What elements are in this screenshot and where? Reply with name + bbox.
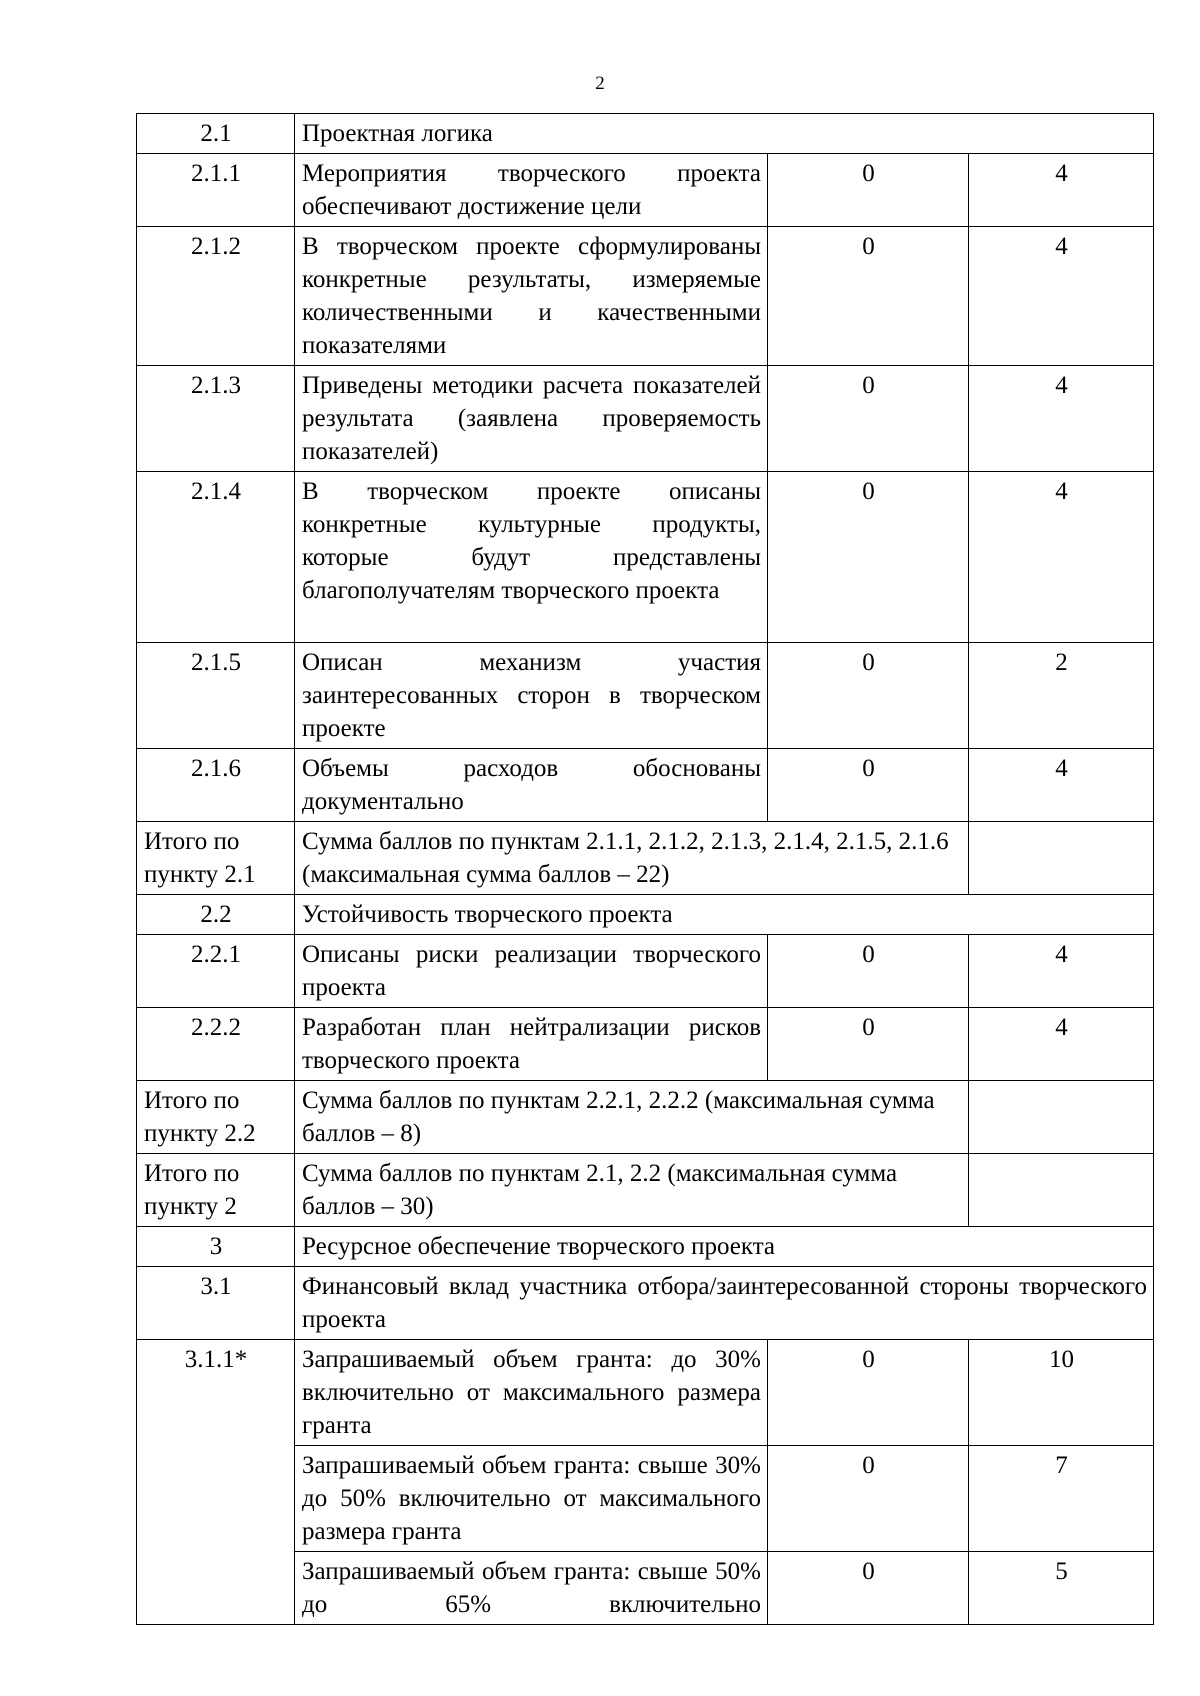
subtotal-text: Сумма баллов по пунктам 2.1.1, 2.1.2, 2.1.3, 2.1.4, 2.1.5, 2.1.6 (максимальная сумма баллов – 22) <box>295 822 969 895</box>
item-number: 2.2.1 <box>137 935 295 1008</box>
criterion-text: Запрашиваемый объем гранта: свыше 50% до 65% включительно <box>295 1552 768 1625</box>
min-score: 0 <box>768 1008 969 1081</box>
subtotal-row <box>137 1154 1154 1227</box>
min-score: 0 <box>768 366 969 472</box>
min-score: 0 <box>768 472 969 643</box>
item-number: 2.1.6 <box>137 749 295 822</box>
min-score: 0 <box>768 1446 969 1552</box>
section-row <box>137 1227 1154 1267</box>
subtotal-text: Сумма баллов по пунктам 2.2.1, 2.2.2 (максимальная сумма баллов – 8) <box>295 1081 969 1154</box>
item-number: 2.1.4 <box>137 472 295 643</box>
criterion-text: Описаны риски реализации творческого проекта <box>295 935 768 1008</box>
max-score: 5 <box>969 1552 1154 1625</box>
criterion-row <box>137 154 1154 227</box>
criterion-row <box>137 366 1154 472</box>
min-score: 0 <box>768 1552 969 1625</box>
section-row <box>137 895 1154 935</box>
subtotal-row <box>137 822 1154 895</box>
section-title: Проектная логика <box>295 114 1154 154</box>
criterion-text: Объемы расходов обоснованы документально <box>295 749 768 822</box>
criterion-row <box>137 227 1154 366</box>
criterion-text: В творческом проекте сформулированы конкретные результаты, измеряемые количественными и качественными показателями <box>295 227 768 366</box>
min-score: 0 <box>768 749 969 822</box>
min-score: 0 <box>768 154 969 227</box>
max-score: 4 <box>969 749 1154 822</box>
min-score: 0 <box>768 1340 969 1446</box>
item-number: 3.1.1* <box>137 1340 295 1625</box>
subtotal-label: Итого по пункту 2 <box>137 1154 295 1227</box>
criterion-row <box>137 472 1154 643</box>
criteria-table <box>136 113 1154 1625</box>
criterion-text: Приведены методики расчета показателей результата (заявлена проверяемость показателей) <box>295 366 768 472</box>
max-score: 4 <box>969 935 1154 1008</box>
criterion-row <box>137 643 1154 749</box>
max-score: 2 <box>969 643 1154 749</box>
max-score: 4 <box>969 154 1154 227</box>
section-row <box>137 114 1154 154</box>
page-number: 2 <box>595 73 605 94</box>
criterion-row <box>137 749 1154 822</box>
min-score: 0 <box>768 227 969 366</box>
empty-cell <box>969 822 1154 895</box>
item-number: 2.2 <box>137 895 295 935</box>
max-score: 10 <box>969 1340 1154 1446</box>
subtotal-label: Итого по пункту 2.2 <box>137 1081 295 1154</box>
criterion-text: В творческом проекте описаны конкретные культурные продукты, которые будут представлены благополучателям творческого проекта <box>295 472 768 643</box>
criterion-text: Разработан план нейтрализации рисков творческого проекта <box>295 1008 768 1081</box>
max-score: 4 <box>969 227 1154 366</box>
item-number: 2.1.3 <box>137 366 295 472</box>
max-score: 7 <box>969 1446 1154 1552</box>
item-number: 2.1.1 <box>137 154 295 227</box>
criterion-text: Описан механизм участия заинтересованных сторон в творческом проекте <box>295 643 768 749</box>
criterion-row <box>137 1008 1154 1081</box>
max-score: 4 <box>969 472 1154 643</box>
subtotal-label: Итого по пункту 2.1 <box>137 822 295 895</box>
section-title: Финансовый вклад участника отбора/заинтересованной стороны творческого проекта <box>295 1267 1154 1340</box>
item-number: 2.1 <box>137 114 295 154</box>
empty-cell <box>969 1081 1154 1154</box>
criterion-row <box>137 1340 1154 1446</box>
item-number: 2.1.2 <box>137 227 295 366</box>
item-number: 2.2.2 <box>137 1008 295 1081</box>
max-score: 4 <box>969 366 1154 472</box>
item-number: 2.1.5 <box>137 643 295 749</box>
criterion-text: Мероприятия творческого проекта обеспечивают достижение цели <box>295 154 768 227</box>
max-score: 4 <box>969 1008 1154 1081</box>
item-number: 3 <box>137 1227 295 1267</box>
section-title: Устойчивость творческого проекта <box>295 895 1154 935</box>
subtotal-text: Сумма баллов по пунктам 2.1, 2.2 (максимальная сумма баллов – 30) <box>295 1154 969 1227</box>
criterion-row <box>137 935 1154 1008</box>
criterion-text: Запрашиваемый объем гранта: до 30% включительно от максимального размера гранта <box>295 1340 768 1446</box>
min-score: 0 <box>768 935 969 1008</box>
section-title: Ресурсное обеспечение творческого проекта <box>295 1227 1154 1267</box>
section-row <box>137 1267 1154 1340</box>
empty-cell <box>969 1154 1154 1227</box>
subtotal-row <box>137 1081 1154 1154</box>
min-score: 0 <box>768 643 969 749</box>
criterion-text: Запрашиваемый объем гранта: свыше 30% до 50% включительно от максимального размера гранта <box>295 1446 768 1552</box>
item-number: 3.1 <box>137 1267 295 1340</box>
